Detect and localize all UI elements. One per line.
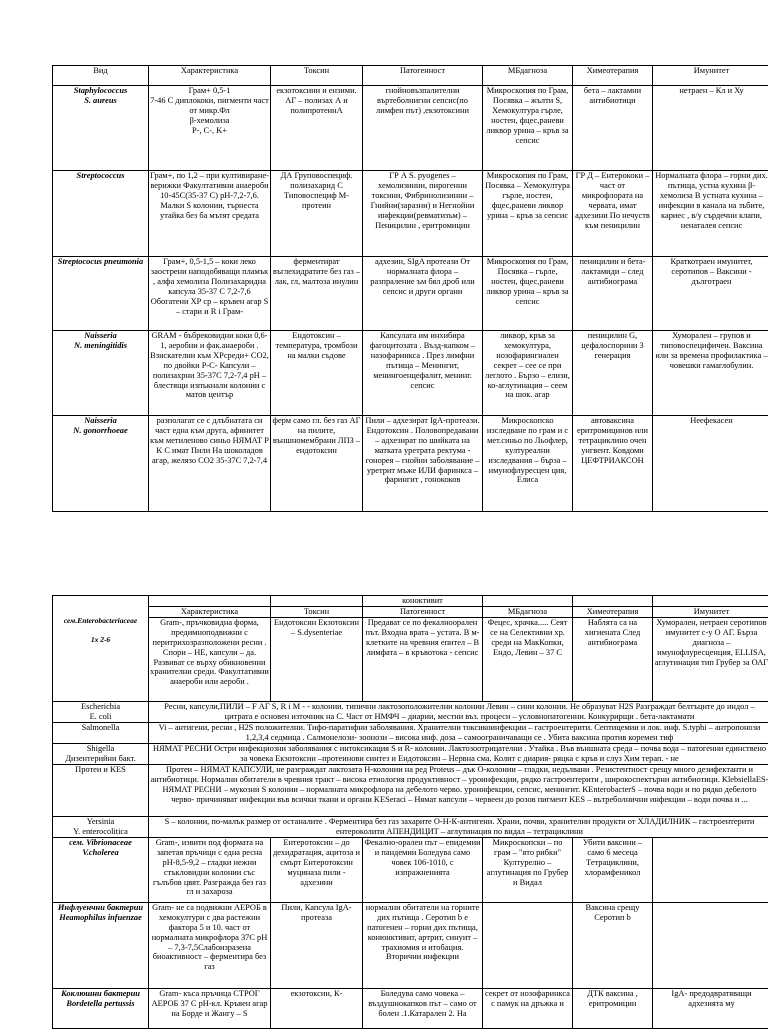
table-bacteria-2	[52, 595, 768, 1029]
diagnosis-cell: Фецес, храчка..... Сеят се на Селективни хр. среди на МакКопки, Ендо, Левин – 37 С	[483, 617, 573, 701]
header-cell: МБдагноза	[483, 66, 573, 86]
toxin-cell: ферм само гл. без газ АГ на пилите, външномембрани ЛПЗ – ендотоксин	[271, 416, 363, 512]
pathogenicity-cell: адхезин, SIgA протеази От нормалната флора – разпраление ъм бял дроб или сепсис и други органи	[363, 257, 483, 331]
chemotherapy-cell: Убити ваксини – само 6 месеца Тетрациклини, хлорамфеникол	[573, 837, 653, 902]
header-cell: Патогенност	[363, 66, 483, 86]
description-cell: Протеи – НЯМАТ КАПСУЛИ, не разграждат лактозата H-колонии на ред Proteus – дък О-колонии – гладки, недълвани . Резистентност срещу много дезифектанти и антибиотици. Нормални обитатели в чревния тракт – висока етиология продуктивност – уроинфекции, рядко гастроентерити , широкоспектърни антибиотици. KlebsiellaES- НЯМАТ РЕСНИ – мукозни S колонии – нормалната микрофлора на дебелото черво. уроинфекции, сепсис, менингит. KEnterobacterS – почва води и по рядко дебелото черво- причиняват инфекции във всички ткани и органи KESeraci – Нямат капсули – червеен до розов пигмент KES – вътреболнични инфекции – води почва и ...	[149, 764, 768, 816]
species-name: Протеи и KES	[53, 764, 149, 816]
family-name: сем.Enterobacteriaceae	[54, 617, 147, 626]
table-row	[53, 257, 768, 331]
header-cell: Имунитет	[653, 606, 768, 617]
table-header-row	[53, 66, 768, 86]
description-cell: S – колонии, по-малък размер от останалите . Ферментира без газ захарите О-Н-К-антигени. Храни, почви, хранителни продукти от ХЛАДИЛНИК – гастроентерити ентероколити АПЕНДИЦИТ – аглутинация по видал – тетрациклини	[149, 816, 768, 837]
diagnosis-cell: Микроскопия по Грам, Посявка – жълти S, Хемокултура гърле, ностен, фцес,раневи ликвор урина – кръв за сепсис	[483, 86, 573, 171]
chemotherapy-cell: пеницилин и бета-лактамиди – след антибиограма	[573, 257, 653, 331]
toxin-cell: Пили, Капсула IgA-протеаза	[271, 902, 363, 988]
diagnosis-cell: Микроскопски – по грам – "ято рибки" Културелно – аглутинация по Грубер и Видал	[483, 837, 573, 902]
title-cell: коноктивит	[363, 596, 483, 607]
chemotherapy-cell: ДТК ваксина , еритромицин	[573, 988, 653, 1028]
species-name: Streptococcus	[53, 171, 149, 257]
species-name: Yersinia Y. enterocolitica	[53, 816, 149, 837]
immunity-cell: Неефекасен	[653, 416, 768, 512]
toxin-cell: ферментират въглехидратите без газ – лак, гл, малтоза инулин	[271, 257, 363, 331]
diagnosis-cell: ликвор, кръв за хемокултура, нозофарингиален секрет – сее се при леглото . Бързо – елизи, ко-аглутинация – сеем на шок. агар	[483, 331, 573, 416]
table-row	[53, 988, 768, 1028]
pathogenicity-cell: гнойновъзпалителни въртеболнигни сепсис(по лимфен път) ,екзотоксини	[363, 86, 483, 171]
header-cell: Химеотерапия	[573, 606, 653, 617]
immunity-cell	[653, 902, 768, 988]
table-row	[53, 722, 768, 743]
pathogenicity-cell: Пили – адхезират IgA-протеази. Ендотоксин . Половопредавани – адхезират по шийката на матката уретрата ректума - гонорея – гнойни заболявание – уретрит мъже ИЛИ фаринкса – фарингит , гонококов	[363, 416, 483, 512]
table-row	[53, 902, 768, 988]
characteristic-cell: Грам+, 0,5-1,5 – коки леко заострени наподобяващи пламък , алфа хемолиза Полизахаридна капсула 35-37 С 7,2-7,6 Обогатени ХР ср – кръвен агар S – стари и R i Грам-	[149, 257, 271, 331]
header-cell: Характеристика	[149, 66, 271, 86]
diagnosis-cell: Микроскопия по Грам, Посявка – Хемокултура гърле, ностен, фцес,раневи ликвор урина – кръв за сепсис	[483, 171, 573, 257]
toxin-cell: екзотоксин, К-	[271, 988, 363, 1028]
characteristic-cell: Грам+, по 1,2 – при култивиране-верижки Факултативни анаероби 10-45С(35-37 С) pH-7,2-7,6. Малки S колонии, търнеста утайка без ба мътят средата	[149, 171, 271, 257]
pathogenicity-cell: Боледува само човека – въздушнокапков път – само от болен .1.Катарален 2. На	[363, 988, 483, 1028]
header-cell: Химеотерапия	[573, 66, 653, 86]
species-name: сем. Vibrionaceae V.cholerea	[53, 837, 149, 902]
header-cell: Имунитет	[653, 66, 768, 86]
table-row	[53, 86, 768, 171]
toxin-cell: Ендотоксин – температура, тромбози на малки съдове	[271, 331, 363, 416]
table-row	[53, 837, 768, 902]
pathogenicity-cell: Фекално-орален път – епидемии и пандемии Боледува само човек 106-1010, с изпражненията	[363, 837, 483, 902]
immunity-cell: Хуморален, нетраен серотипов имунитет с-у О АГ. Бърза диагноза – имунофлуресценция, ELLISA, аглутинация тип Грубер за ОАГ	[653, 617, 768, 701]
header-cell: Вид	[53, 66, 149, 86]
pathogenicity-cell: Капсулата им инхибира фагоцитозата . Възд-капком – назофаринкса . През лимфни пътища – Менингит, менингоенцефалит, менинг. сепсис	[363, 331, 483, 416]
table-bacteria-1	[52, 65, 768, 512]
characteristic-cell: Gram-, пръчковидна форма, предимноподвижни с перитрихозразположени ресни . Спори – НЕ, капсули – да. Развиват се върху обикновенни хранителни среди. Факултативни анаероби или аероби .	[149, 617, 271, 701]
toxin-cell: ДА Груповоспециф. полизахарид С Типовоспециф М-протеин	[271, 171, 363, 257]
chemotherapy-cell: автоваксина еритромицинов или тетрациклино очен унгвент. Ковдоми ЦЕФТРИАКСОН	[573, 416, 653, 512]
table-row	[53, 171, 768, 257]
header-cell: Токсин	[271, 606, 363, 617]
species-name: Salmonella	[53, 722, 149, 743]
diagnosis-cell: Микроскопия по Грам, Посявка – гърле, ностен, фцес,раневи ликвор урина – кръв за сепсис	[483, 257, 573, 331]
immunity-cell: Краткотраен имунитет, серотипов – Ваксини - дълготраен	[653, 257, 768, 331]
characteristic-cell: Gram- не са подвижни АЕРОБ в хемокултури с два растежни фактора 5 и 10. част от нормалната микрофлора 37С pH – 7,3-7,5Слабоизразена биоактивност – ферментира без газ	[149, 902, 271, 988]
pathogenicity-cell: Предават се по фекалноорален път. Входна врата – устата. В м-клетките на чревния епител – В лимфата – в кръвотока - сепсис	[363, 617, 483, 701]
table-row	[53, 701, 768, 722]
table-row	[53, 331, 768, 416]
species-name: Staphylococcus S. aureus	[53, 86, 149, 171]
table-row	[53, 743, 768, 764]
description-cell: Vi – антигени, ресни , H2S положителни. Тифо-паратифни заболявания. Хранителни токсикоинфекции – гастроентерити. Септицемии и лок. инф. S.typhi – антропонози 1,2,3,4 седмица . Салмонелози- зоонози – висока инф. доза – самоограничаващи се . Убита ваксина против коремен тиф	[149, 722, 768, 743]
immunity-cell: Хуморален – групов и типовоспецифичен. Ваксина или за времена профилактика – човешки гамаглобулин.	[653, 331, 768, 416]
characteristic-cell: GRAM - бъбрековидни коки 0,6-1, аеробни и фак.анаероби . Взискателни към ХРсреди+ CO2, по двойки P-C- Капсули – полизахрни 35-37С 7,2-7,4 pH – блестящи изпъкнали колонии с матов център	[149, 331, 271, 416]
species-name: Escherichia E. coli	[53, 701, 149, 722]
diagnosis-cell: секрет от нозофаринкса с памук на дръжка и	[483, 988, 573, 1028]
pathogenicity-cell: нормални обитатели на горните дих пътища . Серотип b е патогенен – горни дих пътища, конюнктивит, артрит, синуит – трахиомия и итобация. Вторични инфекции	[363, 902, 483, 988]
chemotherapy-cell: пеницилин G, цефалоспорини 3 генерация	[573, 331, 653, 416]
diagnosis-cell: Микроскопско изследване по грам и с мет.синьо по Льофлер, културеални изследвания – бърза – имунофлуресцен ция, Елиса	[483, 416, 573, 512]
immunity-cell: Нормалната флора – горни дих. пътища, устна кухина β-хемолиза В устната кухина – инфекции в канала на зъбите, кариес , в/у сърдечни клапи, ненаталея сепсис	[653, 171, 768, 257]
diagnosis-cell	[483, 902, 573, 988]
table-row	[53, 416, 768, 512]
table-row	[53, 617, 768, 701]
table-row	[53, 764, 768, 816]
species-name: Streptococus pneumonia	[53, 257, 149, 331]
header-cell: Патогенност	[363, 606, 483, 617]
species-name: Shigella Дизентерийни бакт.	[53, 743, 149, 764]
chemotherapy-cell: Ваксина срещу Серотип b	[573, 902, 653, 988]
toxin-cell: Ендотоксин Екзотоксин – S.dysenteriae	[271, 617, 363, 701]
toxin-cell: Ентеротоксин – до дехидратация, ацитоза и смърт Ентеротоксин муциназа пили - адхезини	[271, 837, 363, 902]
table-header-row	[53, 606, 768, 617]
table-row	[53, 816, 768, 837]
family-cell	[53, 617, 149, 701]
description-cell: НЯМАТ РЕСНИ Остри инфекциозни заболявания с интоксикация S и R- колонии. Лактозоотрицателни . Утайка . Във външната среда – почва вода – патогенни единствено за човека Екзотоксин –протеинови синтез и Ендотоксин – Нервна сма. Колит с диария- ряцка с кръв и слуз Хим терап. - не	[149, 743, 768, 764]
immunity-cell	[653, 837, 768, 902]
species-name: Коклюшни бактерии Bordetella pertussis	[53, 988, 149, 1028]
characteristic-cell: Грам+ 0,5-1 7-46 С диплококи, пигменти част от микр.Фл β-хемолиза P-, C-, K+	[149, 86, 271, 171]
species-name: Naisseria N. gonorrhoeae	[53, 416, 149, 512]
characteristic-cell: Gram- къса пръчица СТРОГ АЕРОБ 37 С pH-кл. Кръвен агар на Борде и Жангу – S	[149, 988, 271, 1028]
immunity-cell: IgA- предодвратяващи адхезията му	[653, 988, 768, 1028]
chemotherapy-cell: ГР Д – Ентерококи – част от микрофлората на червата, имат адхезини По нечуств към пеницилин	[573, 171, 653, 257]
description-cell: Ресни, капсули,ПИЛИ – F АГ S, R i M - - колонии. типични лактозоположителни колонии Левин – сини колонии. Не образуват H2S Разграждат белтъците до индол – цитрата е основен източник на C. Част от НМФЧ – диарии, местни въз. процеси – условнопатогенни. Конкурирщи . бета-лактамати	[149, 701, 768, 722]
species-name: Инфлуенчни бактерии Heamophilus infuenzae	[53, 902, 149, 988]
immunity-cell: нетраен – Кл и Ху	[653, 86, 768, 171]
toxin-cell: екзотоксини и ензими. АГ – полизах А и полипротеинА	[271, 86, 363, 171]
pathogenicity-cell: ГР А S. pyogenes – хемолизинни, пирогенни токсини, Фибринолизинни – Гнийни(заразни) и Негнойни инфекции(ревматизъм) – Пеницилин , еритромицин	[363, 171, 483, 257]
table-title-row	[53, 596, 768, 607]
header-cell: Характеристика	[149, 606, 271, 617]
chemotherapy-cell: Наблята са на хигиената След антибиограма	[573, 617, 653, 701]
header-cell: Токсин	[271, 66, 363, 86]
header-cell: МБдагноза	[483, 606, 573, 617]
species-name: Naisseria N. meningitidis	[53, 331, 149, 416]
characteristic-cell: Gram-, извити под формата на запетая пръчици с една ресна pH-8,5-9,2 – гладки нежни стъкловидни колонии със гълъбов цвят. Разгражда без газ гл и захароза	[149, 837, 271, 902]
characteristic-cell: разполагат се с длъбнатата си част една към друга, афинитет към метиленово синьо НЯМАТ P K C имат Пили На шоколадов агар, желязо CO2 35-37С 7,2-7,4	[149, 416, 271, 512]
chemotherapy-cell: бета – лактамни антибиотици	[573, 86, 653, 171]
family-size: 1х 2-6	[54, 636, 147, 645]
